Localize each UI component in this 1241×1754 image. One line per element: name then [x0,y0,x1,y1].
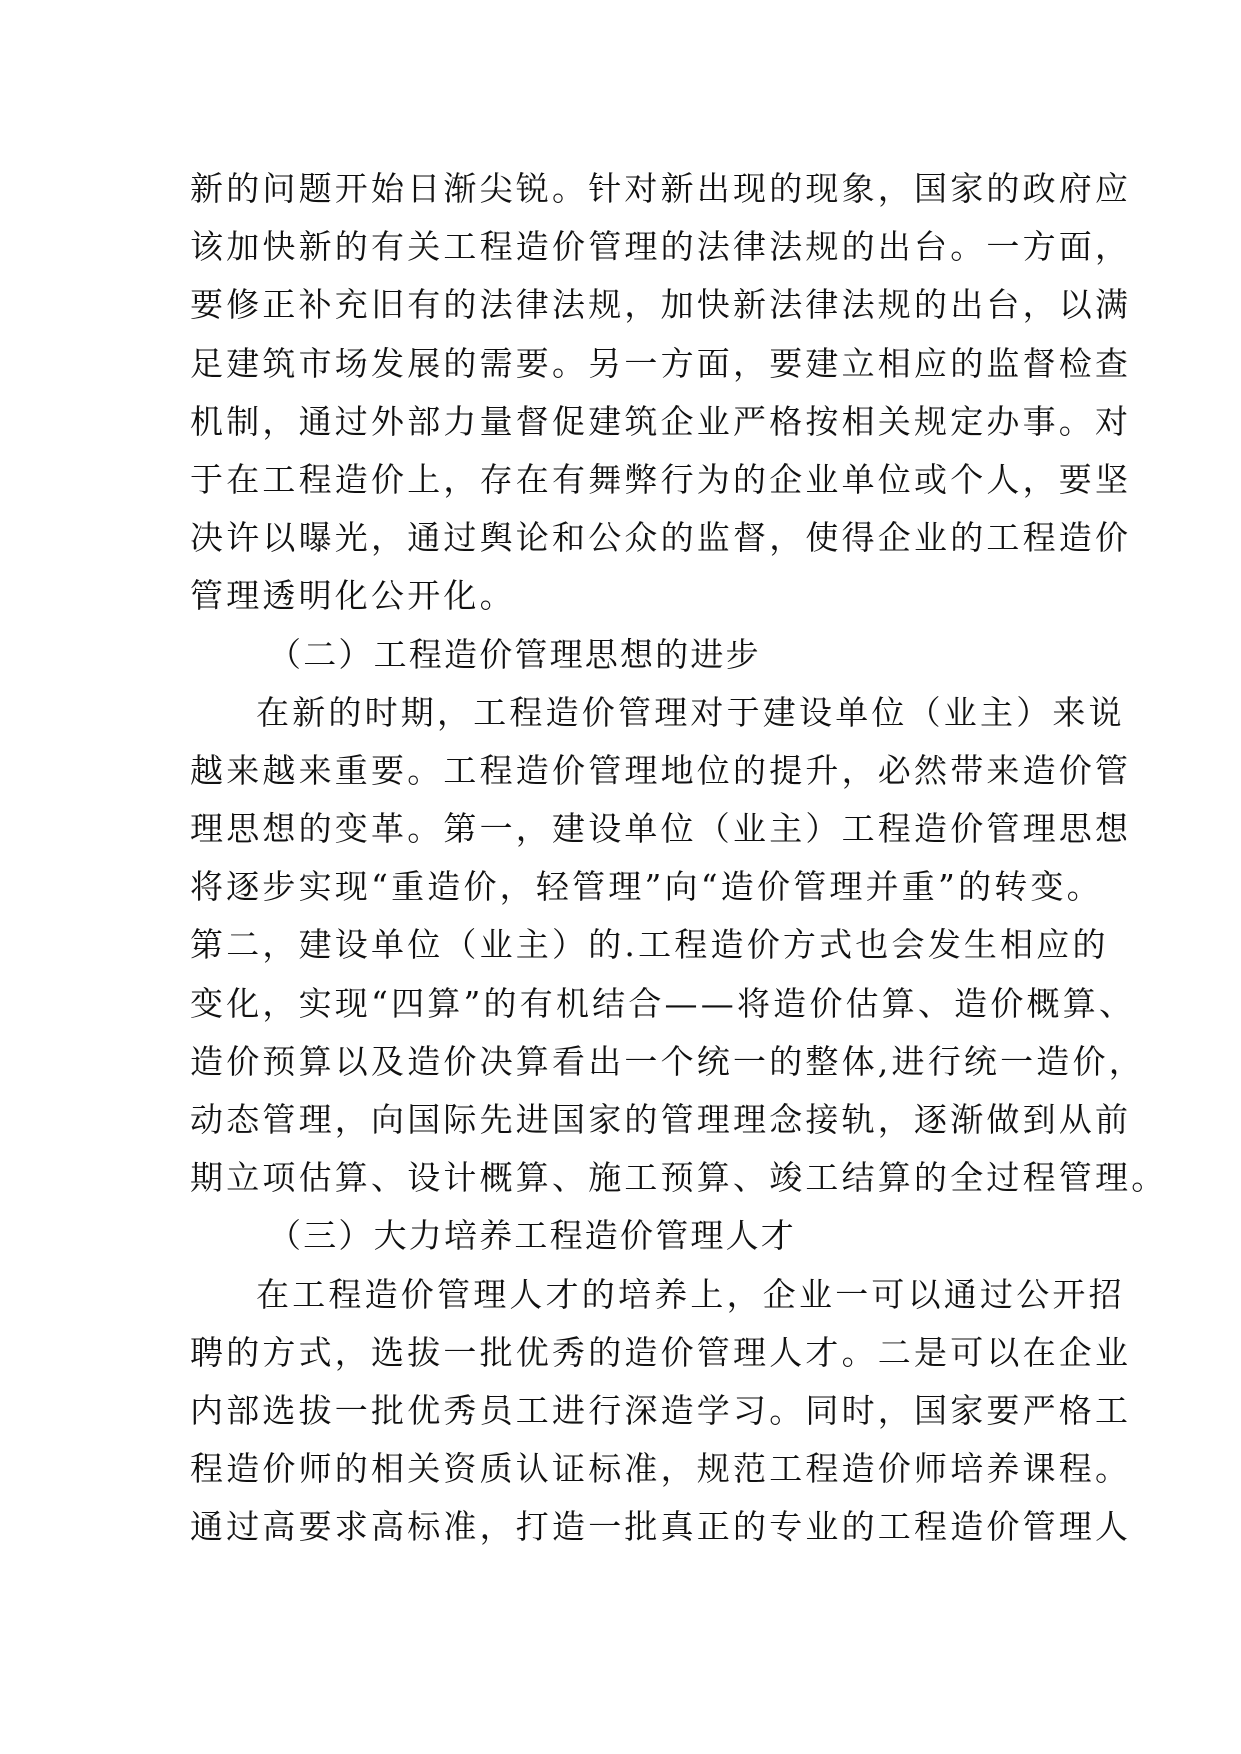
body-line: 于在工程造价上，存在有舞弊行为的企业单位或个人，要坚 [190,459,1132,499]
body-line: 要修正补充旧有的法律法规，加快新法律法规的出台，以满 [190,285,1132,325]
body-line: 新的问题开始日渐尖锐。针对新出现的现象，国家的政府应 [190,169,1132,208]
body-line: 将逐步实现“重造价，轻管理”向“造价管理并重”的转变。 [190,867,1103,907]
section-heading: （二）工程造价管理思想的进步 [268,634,761,674]
body-line: 期立项估算、设计概算、施工预算、竣工结算的全过程管理。 [190,1158,1168,1198]
paragraph-first-line: 在工程造价管理人才的培养上，企业一可以通过公开招 [256,1274,1125,1314]
body-line: 内部选拔一批优秀员工进行深造学习。同时，国家要严格工 [190,1390,1132,1430]
document-body [190,160,1168,1557]
body-line: 通过高要求高标准，打造一批真正的专业的工程造价管理人 [190,1507,1132,1547]
body-line: 越来越来重要。工程造价管理地位的提升，必然带来造价管 [190,750,1132,790]
body-line: 聘的方式，选拔一批优秀的造价管理人才。二是可以在企业 [190,1332,1132,1372]
body-line: 足建筑市场发展的需要。另一方面，要建立相应的监督检查 [190,343,1132,383]
body-line: 管理透明化公开化。 [190,576,516,616]
body-line: 程造价师的相关资质认证标准，规范工程造价师培养课程。 [190,1449,1132,1489]
section-heading: （三）大力培养工程造价管理人才 [268,1216,796,1256]
body-line: 造价预算以及造价决算看出一个统一的整体,进行统一造价， [190,1041,1145,1081]
paragraph-first-line: 在新的时期，工程造价管理对于建设单位（业主）来说 [256,692,1125,732]
body-line: 决许以曝光，通过舆论和公众的监督，使得企业的工程造价 [190,518,1132,558]
body-line: 理思想的变革。第一，建设单位（业主）工程造价管理思想 [190,809,1132,849]
body-line: 动态管理，向国际先进国家的管理理念接轨，逐渐做到从前 [190,1100,1132,1139]
body-line: 第二，建设单位（业主）的.工程造价方式也会发生相应的 [190,925,1109,965]
body-line: 该加快新的有关工程造价管理的法律法规的出台。一方面， [190,227,1132,267]
body-line: 变化，实现“四算”的有机结合——将造价估算、造价概算、 [190,983,1136,1023]
body-line: 机制，通过外部力量督促建筑企业严格按相关规定办事。对 [190,401,1132,441]
